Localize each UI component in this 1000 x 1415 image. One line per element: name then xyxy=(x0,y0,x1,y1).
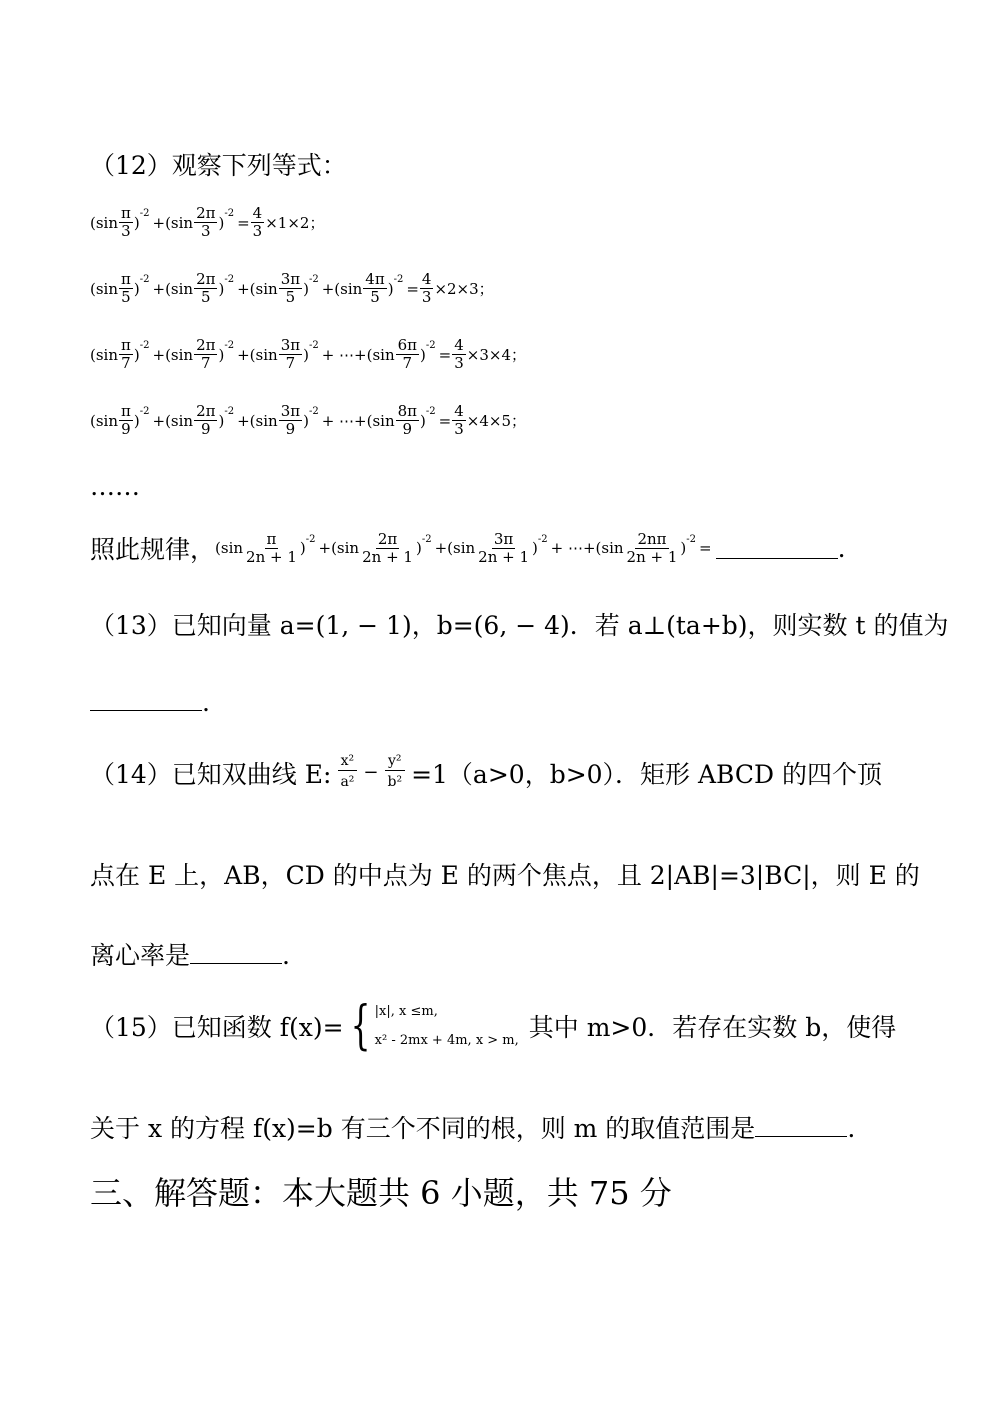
q15-line2-text: 关于 x 的方程 f(x)=b 有三个不同的根，则 m 的取值范围是 xyxy=(90,1114,756,1143)
q12-row xyxy=(90,205,324,240)
sin-open: (sin xyxy=(334,279,363,298)
section3-heading: 三、解答题：本大题共 6 小题，共 75 分 xyxy=(90,1174,672,1212)
q14-period: . xyxy=(282,941,290,970)
sin-argument-num: 3π xyxy=(493,529,514,548)
sin-argument-num: 2π xyxy=(196,270,216,288)
sin-argument-den: 5 xyxy=(121,288,131,306)
q13-period: . xyxy=(202,688,210,717)
plus: + xyxy=(321,279,335,298)
sin-argument-num: π xyxy=(121,204,131,222)
q14-line2: 点在 E 上，AB，CD 的中点为 E 的两个焦点，且 2|AB|=3|BC|，则 E 的 xyxy=(90,861,920,890)
sin-argument xyxy=(194,403,217,438)
sin-close: ) xyxy=(680,539,687,557)
q14-frac-x-den: a² xyxy=(340,774,355,790)
exponent: -2 xyxy=(308,274,319,285)
result-fraction-num: 4 xyxy=(454,336,464,354)
plus-ellipsis: + ⋯+ xyxy=(321,411,367,430)
q14-answer-blank[interactable] xyxy=(190,943,282,964)
sin-argument-num: 2nπ xyxy=(637,529,667,548)
sin-argument xyxy=(119,205,133,240)
sin-argument xyxy=(119,271,133,306)
q15-suffix: 其中 m>0．若存在实数 b，使得 xyxy=(528,1013,897,1042)
sin-argument-den: 2n + 1 xyxy=(626,547,678,566)
result-tail: ×2×3； xyxy=(434,280,494,298)
plus-ellipsis: + ⋯+ xyxy=(321,345,367,364)
plus: + xyxy=(152,279,166,298)
result-fraction-den: 3 xyxy=(252,222,263,240)
q14-line3-text: 离心率是 xyxy=(90,941,191,970)
sin-argument-num: 3π xyxy=(280,402,301,420)
q15-line2 xyxy=(90,1109,855,1145)
q15-period: . xyxy=(847,1114,856,1143)
sin-argument-den: 7 xyxy=(121,354,131,372)
sin-argument-num: 3π xyxy=(280,336,301,354)
sin-argument xyxy=(194,271,217,306)
exponent: -2 xyxy=(305,533,316,545)
q13-text: （13）已知向量 a=(1, − 1)，b=(6, − 4)．若 a⊥(ta+b)，则实数 t 的值为 xyxy=(90,611,949,640)
sin-open: (sin xyxy=(165,279,194,298)
q15-line1 xyxy=(90,996,897,1056)
plus: + xyxy=(237,411,250,430)
sin-argument xyxy=(476,531,531,566)
q12-row xyxy=(90,403,526,438)
q14-suffix: =1（a>0，b>0）．矩形 ABCD 的四个顶 xyxy=(411,759,883,789)
q15-case1: |x|, x ≤m, xyxy=(374,1004,438,1019)
sin-open: (sin xyxy=(249,345,278,364)
exponent: -2 xyxy=(425,340,436,351)
sin-argument xyxy=(279,271,302,306)
q15-brace: { xyxy=(350,996,371,1056)
sin-argument xyxy=(279,403,302,438)
q14-minus: − xyxy=(363,762,379,783)
sin-argument-den: 7 xyxy=(201,354,211,372)
sin-close: ) xyxy=(133,345,140,364)
sin-close: ) xyxy=(303,279,309,298)
sin-open: (sin xyxy=(595,539,624,557)
plus: + xyxy=(152,345,166,364)
sin-close: ) xyxy=(532,539,538,557)
sin-argument-num: π xyxy=(121,336,131,354)
q15-prefix: （15）已知函数 f(x)= xyxy=(90,1013,344,1042)
sin-close: ) xyxy=(218,213,225,232)
exponent: -2 xyxy=(686,533,697,545)
q12-rule-expression xyxy=(215,531,712,566)
sin-close: ) xyxy=(133,213,140,232)
equals: = xyxy=(438,345,452,364)
sin-argument-den: 5 xyxy=(370,288,380,306)
equals: = xyxy=(237,213,250,232)
sin-argument xyxy=(119,337,133,372)
sin-open: (sin xyxy=(90,411,119,430)
sin-argument-num: 2π xyxy=(196,204,216,222)
equals: = xyxy=(699,539,712,557)
sin-argument xyxy=(244,531,299,566)
q12-intro: （12）观察下列等式： xyxy=(90,151,347,180)
plus: + xyxy=(152,213,166,232)
sin-argument-num: 2π xyxy=(196,336,216,354)
equals: = xyxy=(406,279,419,298)
q14-line3 xyxy=(90,936,290,972)
exponent: -2 xyxy=(393,274,404,285)
sin-open: (sin xyxy=(90,345,119,364)
sin-argument-num: π xyxy=(121,402,131,420)
exponent: -2 xyxy=(139,340,150,351)
q12-row xyxy=(90,337,526,372)
q14-prefix: （14）已知双曲线 E: xyxy=(90,759,332,789)
sin-argument-den: 9 xyxy=(285,420,296,438)
q13-answer-blank[interactable] xyxy=(90,690,202,711)
sin-close: ) xyxy=(218,411,225,430)
sin-close: ) xyxy=(218,279,225,298)
exponent: -2 xyxy=(421,533,432,545)
sin-close: ) xyxy=(303,345,309,364)
result-tail: ×4×5； xyxy=(466,412,526,430)
result-fraction xyxy=(420,271,434,306)
sin-open: (sin xyxy=(447,539,476,557)
sin-argument-den: 2n + 1 xyxy=(478,547,530,566)
q14-frac-y-num: y² xyxy=(385,752,405,771)
exponent: -2 xyxy=(425,406,436,417)
q12-rule-prefix: 照此规律， xyxy=(90,535,216,564)
exponent: -2 xyxy=(537,533,548,545)
sin-argument xyxy=(194,337,217,372)
q14-frac-y xyxy=(385,752,406,793)
sin-open: (sin xyxy=(366,345,395,364)
plus: + xyxy=(318,539,332,557)
sin-argument-den: 5 xyxy=(285,288,296,306)
sin-open: (sin xyxy=(366,411,395,430)
result-fraction-num: 4 xyxy=(421,270,432,288)
result-fraction xyxy=(251,205,265,240)
q12-ellipsis: …… xyxy=(90,472,140,501)
sin-argument-den: 2n + 1 xyxy=(246,547,297,566)
exponent: -2 xyxy=(308,406,319,417)
sin-argument xyxy=(363,271,386,306)
exponent: -2 xyxy=(224,340,235,351)
sin-argument xyxy=(396,337,419,372)
q15-piecewise xyxy=(344,996,519,1056)
sin-close: ) xyxy=(420,411,426,430)
exponent: -2 xyxy=(139,208,150,219)
sin-argument xyxy=(279,337,302,372)
sin-argument xyxy=(360,531,415,566)
q15-case2: x² - 2mx + 4m, x > m, xyxy=(374,1033,519,1048)
q14-frac-y-den: b² xyxy=(387,774,403,790)
sin-open: (sin xyxy=(331,539,360,557)
exponent: -2 xyxy=(224,208,235,219)
sin-close: ) xyxy=(420,345,426,364)
plus: + xyxy=(237,279,250,298)
sin-argument-num: 3π xyxy=(280,270,301,288)
sin-argument-den: 9 xyxy=(402,420,413,438)
plus: + xyxy=(152,411,166,430)
sin-argument-den: 3 xyxy=(121,222,131,240)
result-fraction xyxy=(452,403,466,438)
sin-open: (sin xyxy=(165,411,194,430)
sin-open: (sin xyxy=(90,213,119,232)
sin-open: (sin xyxy=(165,213,194,232)
sin-close: ) xyxy=(387,279,394,298)
sin-argument xyxy=(396,403,419,438)
sin-argument-num: 2π xyxy=(377,529,398,548)
result-fraction-den: 3 xyxy=(421,288,432,306)
result-fraction-num: 4 xyxy=(252,204,263,222)
exponent: -2 xyxy=(224,406,235,417)
exponent: -2 xyxy=(139,406,150,417)
result-tail: ×1×2； xyxy=(265,214,325,232)
plus: + xyxy=(434,539,448,557)
q14-line1 xyxy=(90,752,882,793)
sin-argument-den: 3 xyxy=(201,222,211,240)
sin-open: (sin xyxy=(249,279,278,298)
sin-close: ) xyxy=(303,411,309,430)
sin-argument-den: 5 xyxy=(201,288,211,306)
sin-argument-den: 7 xyxy=(285,354,296,372)
sin-close: ) xyxy=(218,345,225,364)
q12-answer-blank[interactable] xyxy=(716,538,838,559)
sin-argument-num: 6π xyxy=(397,336,418,354)
plus-ellipsis: + ⋯+ xyxy=(550,539,596,557)
q15-answer-blank[interactable] xyxy=(755,1116,847,1137)
sin-open: (sin xyxy=(249,411,278,430)
sin-open: (sin xyxy=(90,279,119,298)
result-tail: ×3×4； xyxy=(466,346,526,364)
sin-argument-num: 2π xyxy=(196,402,216,420)
sin-argument-den: 9 xyxy=(201,420,211,438)
exponent: -2 xyxy=(139,274,150,285)
q12-period: . xyxy=(837,533,846,563)
sin-argument xyxy=(194,205,217,240)
plus: + xyxy=(237,345,250,364)
q13-answer-line xyxy=(90,688,210,717)
sin-argument-den: 7 xyxy=(402,354,413,372)
q14-frac-x xyxy=(337,752,357,793)
result-fraction-den: 3 xyxy=(454,420,464,438)
q12-rule xyxy=(90,530,846,566)
sin-argument-num: 4π xyxy=(365,270,385,288)
sin-open: (sin xyxy=(165,345,194,364)
sin-argument-num: π xyxy=(266,529,277,548)
equals: = xyxy=(438,411,452,430)
exponent: -2 xyxy=(308,340,319,351)
sin-argument-num: π xyxy=(121,270,131,288)
sin-close: ) xyxy=(415,539,422,557)
sin-close: ) xyxy=(299,539,306,557)
result-fraction-num: 4 xyxy=(454,402,464,420)
result-fraction xyxy=(452,337,466,372)
sin-argument-num: 8π xyxy=(397,402,418,420)
sin-argument-den: 9 xyxy=(121,420,131,438)
result-fraction-den: 3 xyxy=(454,354,464,372)
sin-open: (sin xyxy=(215,539,244,557)
q14-frac-x-num: x² xyxy=(338,752,358,771)
sin-close: ) xyxy=(133,411,140,430)
exponent: -2 xyxy=(224,274,235,285)
sin-argument xyxy=(119,403,133,438)
sin-close: ) xyxy=(133,279,140,298)
sin-argument-den: 2n + 1 xyxy=(362,547,413,566)
sin-argument xyxy=(625,531,680,566)
q12-row xyxy=(90,271,494,306)
